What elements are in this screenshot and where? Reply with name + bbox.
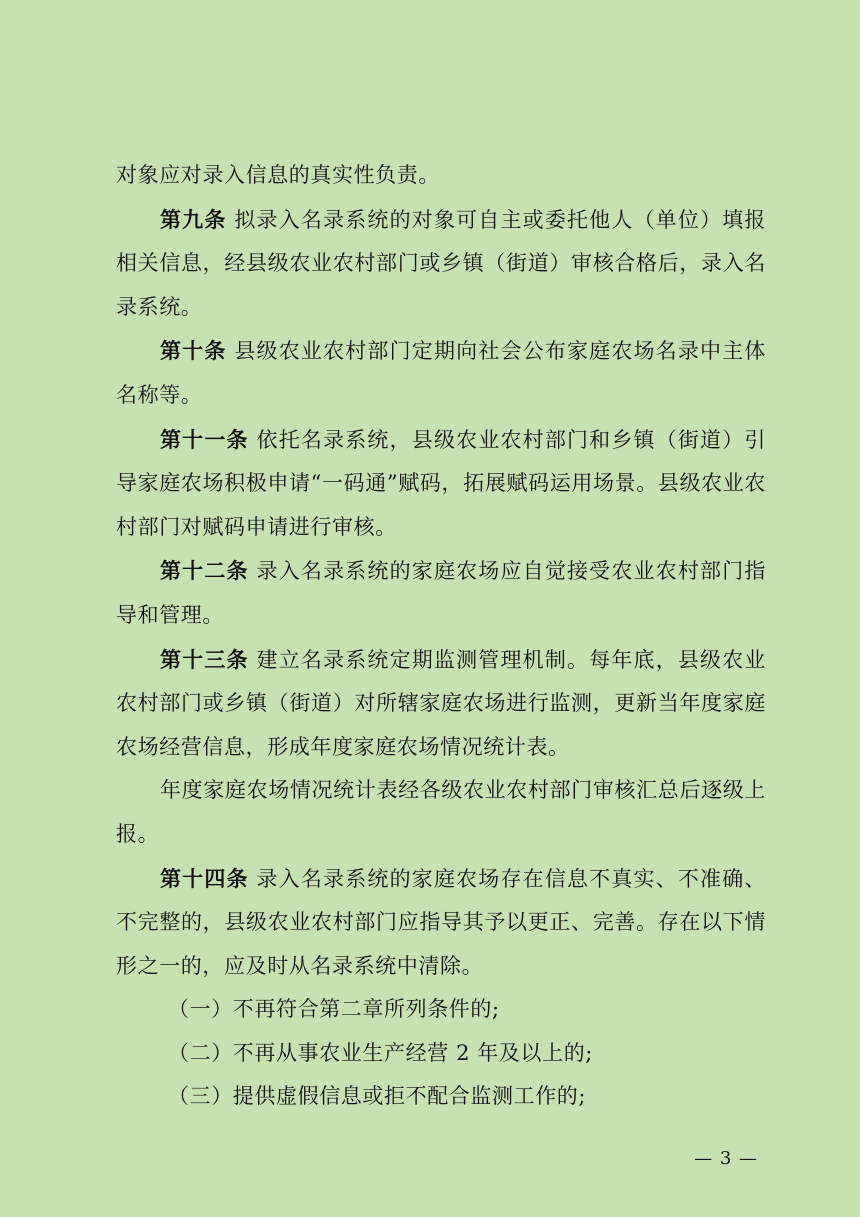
article-11 bbox=[116, 418, 766, 550]
paragraph-text: 年度家庭农场情况统计表经各级农业农村部门审核汇总后逐级上报。 bbox=[116, 778, 766, 846]
article-text: 拟录入名录系统的对象可自主或委托他人（单位）填报相关信息，经县级农业农村部门或乡镇（街道）审核合格后，录入名录系统。 bbox=[116, 207, 766, 319]
article-text: 录入名录系统的家庭农场存在信息不真实、不准确、不完整的，县级农业农村部门应指导其予以更正、完善。存在以下情形之一的，应及时从名录系统中清除。 bbox=[116, 866, 766, 978]
document-body bbox=[116, 154, 766, 1119]
article-13 bbox=[116, 638, 766, 770]
article-9 bbox=[116, 198, 766, 330]
article-heading: 第十二条 bbox=[160, 558, 249, 584]
list-item bbox=[116, 988, 766, 1032]
article-text: 录入名录系统的家庭农场应自觉接受农业农村部门指导和管理。 bbox=[116, 559, 766, 627]
article-heading: 第十四条 bbox=[160, 865, 249, 891]
paragraph-text: 对象应对录入信息的真实性负责。 bbox=[116, 163, 440, 187]
article-10 bbox=[116, 329, 766, 417]
list-item-text: （二）不再从事农业生产经营 2 年及以上的; bbox=[168, 1040, 593, 1065]
article-heading: 第十三条 bbox=[160, 646, 249, 672]
list-item bbox=[116, 1075, 766, 1119]
paragraph-continuation bbox=[116, 154, 766, 198]
page-number: — 3 — bbox=[694, 1148, 758, 1169]
article-12 bbox=[116, 549, 766, 637]
article-heading: 第十条 bbox=[160, 338, 227, 364]
article-text: 县级农业农村部门定期向社会公布家庭农场名录中主体名称等。 bbox=[116, 339, 766, 407]
article-text: 依托名录系统，县级农业农村部门和乡镇（街道）引导家庭农场积极申请“一码通”赋码，拓展赋码运用场景。县级农业农村部门对赋码申请进行审核。 bbox=[116, 427, 766, 539]
article-heading: 第九条 bbox=[160, 206, 227, 232]
list-item-text: （一）不再符合第二章所列条件的; bbox=[168, 997, 500, 1022]
list-item-text: （三）提供虚假信息或拒不配合监测工作的; bbox=[168, 1084, 587, 1109]
article-14 bbox=[116, 857, 766, 989]
plain-paragraph bbox=[116, 769, 766, 856]
article-text: 建立名录系统定期监测管理机制。每年底，县级农业农村部门或乡镇（街道）对所辖家庭农场进行监测，更新当年度家庭农场经营信息，形成年度家庭农场情况统计表。 bbox=[116, 647, 766, 759]
article-heading: 第十一条 bbox=[160, 426, 249, 452]
list-item bbox=[116, 1032, 766, 1076]
